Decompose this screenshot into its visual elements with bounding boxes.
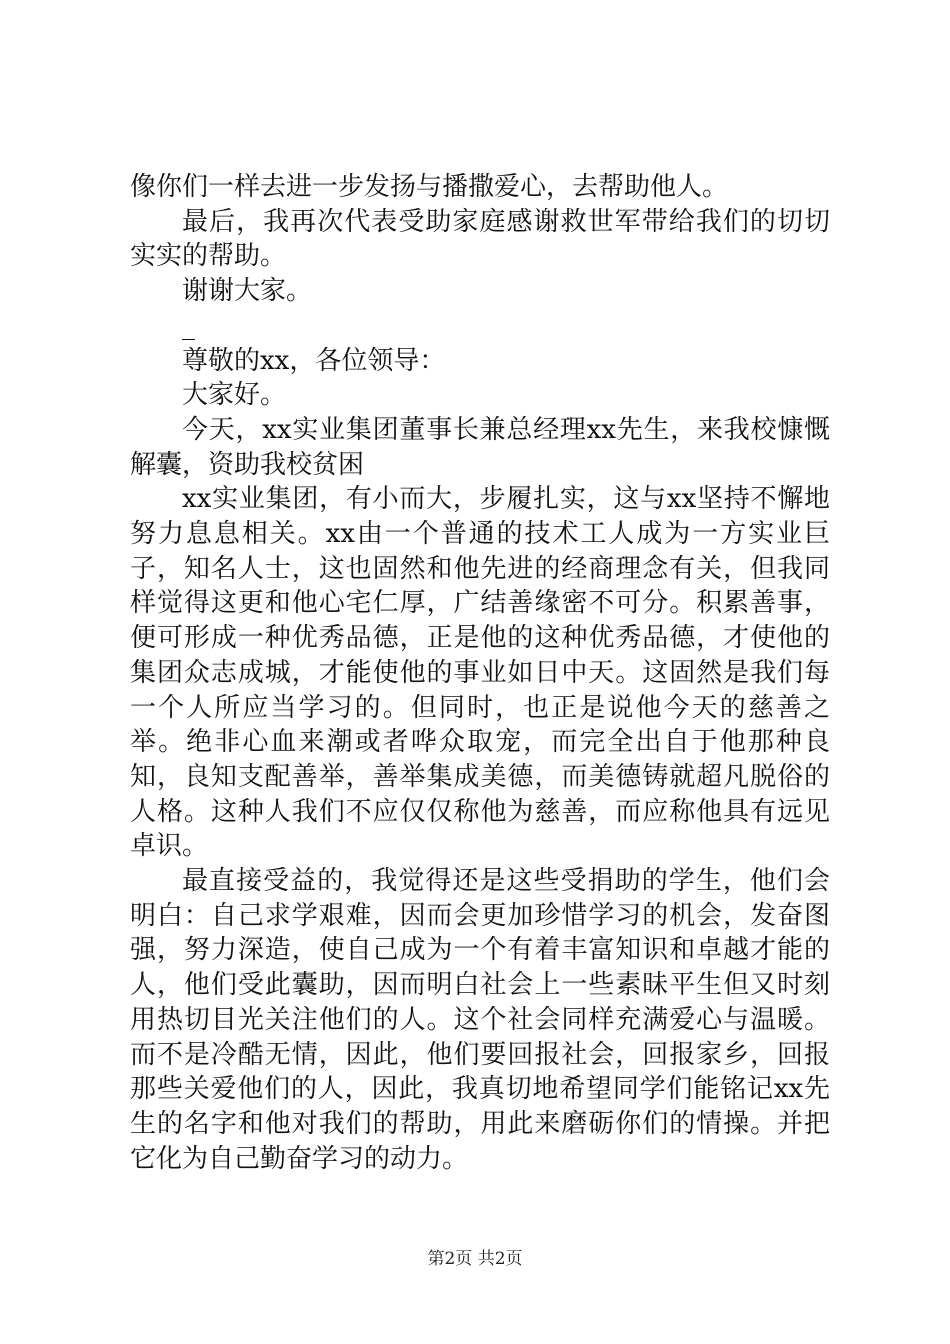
paragraph-8: xx实业集团，有小而大，步履扎实，这与xx坚持不懈地努力息息相关。xx由一个普通的技术工人成为一方实业巨子，知名人士，这也固然和他先进的经商理念有关，但我同样觉得这更和他心宅仁厚，广结善缘密不可分。积累善事，便可形成一种优秀品德，正是他的这种优秀品德，才使他的集团众志成城，才能使他的事业如日中天。这固然是我们每一个人所应当学习的。但同时，也正是说他今天的慈善之举。绝非心血来潮或者哗众取宠，而完全出自于他那种良知，良知支配善举，善举集成美德，而美德铸就超凡脱俗的人格。这种人我们不应仅仅称他为慈善，而应称他具有远见卓识。	[130, 484, 830, 862]
paragraph-2: 最后，我再次代表受助家庭感谢救世军带给我们的切切实实的帮助。	[130, 206, 830, 272]
paragraph-7: 今天，xx实业集团董事长兼总经理xx先生，来我校慷慨解囊，资助我校贫困	[130, 414, 830, 480]
paragraph-5: 尊敬的xx，各位领导：	[182, 345, 446, 376]
paragraph-4: _	[182, 310, 195, 341]
paragraph-9: 最直接受益的，我觉得还是这些受捐助的学生，他们会明白：自己求学艰难，因而会更加珍惜学习的机会，发奋图强，努力深造，使自己成为一个有着丰富知识和卓越才能的人，他们受此囊助，因而明白社会上一些素昧平生但又时刻用热切目光关注他们的人。这个社会同样充满爱心与温暖。而不是冷酷无情，因此，他们要回报社会，回报家乡，回报那些关爱他们的人，因此，我真切地希望同学们能铭记xx先生的名字和他对我们的帮助，用此来磨砺你们的情操。并把它化为自己勤奋学习的动力。	[130, 866, 830, 1174]
paragraph-1: 像你们一样去进一步发扬与播撒爱心，去帮助他人。	[130, 172, 729, 202]
paragraph-3: 谢谢大家。	[182, 276, 313, 307]
body-text	[130, 170, 830, 1176]
paragraph-6: 大家好。	[182, 380, 287, 411]
page-footer: 第2页 共2页	[427, 1249, 523, 1269]
